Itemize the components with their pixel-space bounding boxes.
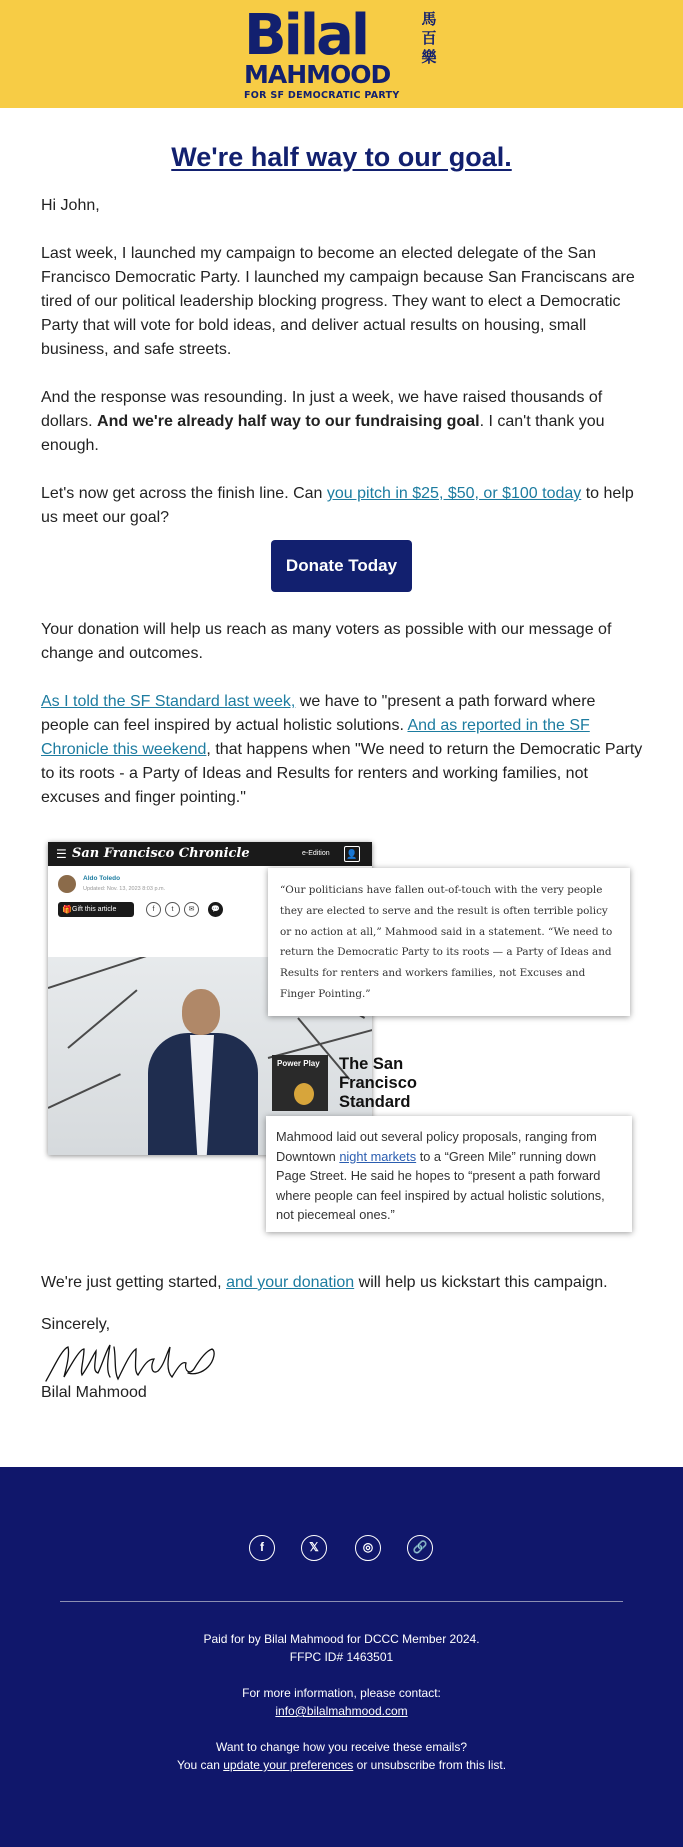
chronicle-masthead: San Francisco Chronicle bbox=[72, 846, 250, 861]
sf-standard-title: The San Francisco Standard bbox=[339, 1055, 417, 1111]
header-banner bbox=[0, 0, 683, 108]
sf-standard-excerpt-card: Mahmood laid out several policy proposals, ranging from Downtown night markets to a “Green Mile” running down Page Street. He said he hopes to “present a path forward where people can feel inspired by actual holistic solutions, not piecemeal ones.” bbox=[266, 1116, 632, 1232]
facebook-icon[interactable]: f bbox=[249, 1535, 275, 1561]
press-collage bbox=[46, 840, 636, 1235]
signer-name: Bilal Mahmood bbox=[41, 1384, 147, 1401]
x-icon[interactable]: 𝕏 bbox=[301, 1535, 327, 1561]
facebook-share-icon: f bbox=[146, 902, 161, 917]
fppc-id: FFPC ID# 1463501 bbox=[289, 1650, 394, 1664]
hamburger-menu-icon: ☰ bbox=[56, 847, 67, 861]
paragraph-closing-ask: We're just getting started, and your donation will help us kickstart this campaign. bbox=[41, 1274, 608, 1291]
gift-article-button: 🎁 Gift this article bbox=[58, 902, 134, 917]
signature-image bbox=[44, 1337, 220, 1385]
your-donation-link[interactable]: and your donation bbox=[226, 1274, 355, 1291]
instagram-icon[interactable]: ◎ bbox=[355, 1535, 381, 1561]
footer bbox=[0, 1467, 683, 1847]
comment-icon: 💬 bbox=[208, 902, 223, 917]
power-play-logo bbox=[272, 1055, 328, 1111]
paragraph-donation-impact: Your donation will help us reach as many voters as possible with our message of change and outcomes. bbox=[41, 621, 612, 662]
sf-chronicle-link[interactable]: And as reported in the SF Chronicle this weekend bbox=[41, 717, 590, 758]
campaign-logo bbox=[244, 3, 440, 102]
e-edition-label: e-Edition bbox=[302, 850, 330, 857]
sf-standard-link[interactable]: As I told the SF Standard last week, bbox=[41, 693, 296, 710]
pitch-in-link[interactable]: you pitch in $25, $50, or $100 today bbox=[326, 485, 582, 502]
logo-tagline: FOR SF DEMOCRATIC PARTY bbox=[244, 90, 400, 101]
email-share-icon: ✉ bbox=[184, 902, 199, 917]
closing-salutation: Sincerely, bbox=[41, 1316, 111, 1333]
preferences-question: Want to change how you receive these emails? bbox=[215, 1740, 468, 1754]
donate-button[interactable]: Donate Today bbox=[271, 540, 412, 592]
user-icon: 👤 bbox=[344, 846, 360, 862]
gift-icon: 🎁 bbox=[62, 905, 72, 914]
preferences-row: You can update your preferences or unsubscribe from this list. bbox=[176, 1758, 507, 1772]
paragraph-ask: Let's now get across the finish line. Can you pitch in $25, $50, or $100 today to help us meet our goal? bbox=[41, 485, 634, 526]
logo-last-name: MAHMOOD bbox=[244, 60, 391, 89]
paragraph-press: As I told the SF Standard last week, we have to "present a path forward where people can feel inspired by actual holistic solutions. And as reported in the SF Chronicle this weekend, that happens when "We need to return the Democratic Party to its roots - a Party of Ideas and Results for renters and working families, not excuses and finger pointing." bbox=[41, 693, 643, 806]
contact-label: For more information, please contact: bbox=[242, 1686, 441, 1700]
contact-email-link[interactable]: info@bilalmahmood.com bbox=[275, 1704, 408, 1718]
paragraph-launch: Last week, I launched my campaign to become an elected delegate of the San Francisco Democratic Party. I launched my campaign because San Franciscans are tired of our political leadership blocking progress. They want to elect a Democratic Party that will vote for bold ideas, and deliver actual results on housing, small business, and safe streets. bbox=[41, 245, 635, 358]
paragraph-response: And the response was resounding. In just a week, we have raised thousands of dollars. And we're already half way to our fundraising goal. I can't thank you enough. bbox=[41, 389, 605, 454]
chronicle-masthead-bar bbox=[48, 842, 372, 866]
contact-email-row bbox=[0, 1702, 683, 1720]
fundraising-goal-highlight: And we're already half way to our fundraising goal bbox=[97, 413, 480, 430]
headline: We're half way to our goal. bbox=[171, 142, 512, 172]
footer-divider bbox=[60, 1601, 623, 1602]
article-updated-date: Updated: Nov. 13, 2023 8:03 p.m. bbox=[83, 886, 166, 892]
chronicle-quote-card: “Our politicians have fallen out-of-touch with the very people they are elected to serve and the result is often terrible policy or no action at all,” Mahmood said in a statement. “We need to return the Democratic Party to its roots — a Party of Ideas and Results for renters and workers families, not Excuses and Finger Pointing.” bbox=[268, 868, 630, 1016]
paid-for-disclaimer: Paid for by Bilal Mahmood for DCCC Member 2024. bbox=[203, 1632, 480, 1646]
logo-first-name: Bilal bbox=[244, 3, 368, 68]
logo-chinese-name: 馬 百 樂 bbox=[421, 11, 437, 66]
update-preferences-link[interactable]: update your preferences bbox=[223, 1758, 354, 1772]
author-name: Aldo Toledo bbox=[83, 875, 121, 882]
link-icon[interactable]: 🔗 bbox=[407, 1535, 433, 1561]
author-avatar bbox=[58, 875, 76, 893]
greeting: Hi John, bbox=[41, 197, 100, 214]
night-markets-link: night markets bbox=[339, 1148, 417, 1164]
twitter-share-icon: t bbox=[165, 902, 180, 917]
power-play-label: Power Play bbox=[277, 1059, 320, 1068]
